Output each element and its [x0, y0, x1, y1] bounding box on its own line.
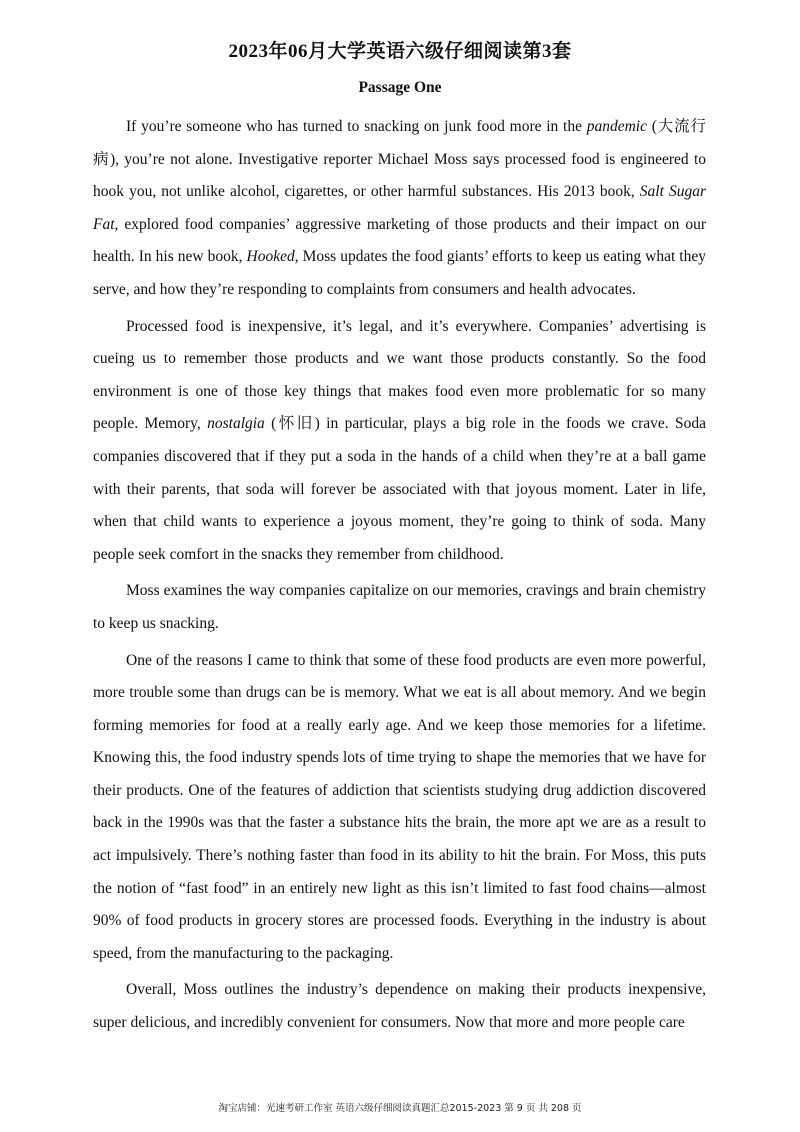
page-footer: 淘宝店铺：光速考研工作室 英语六级仔细阅读真题汇总2015-2023 第 9 页 共 208 页 — [218, 1103, 582, 1114]
book-title-hooked: Hooked — [246, 248, 295, 266]
paragraph-1: If you’re someone who has turned to snacking on junk food more in the pandemic (大流行病), you’re not alone. Investigative reporter Michael Moss says processed food is engineered to hook you, not unlike alcohol, cigarettes, or other harmful substances. His 2013 book, Salt Sugar Fat, explored food companies’ aggressive marketing of those products and their impact on our health. In his new book, Hooked, Moss updates the food giants’ efforts to keep us eating what they serve, and how they’re responding to complaints from consumers and health advocates. — [93, 118, 706, 298]
term-nostalgia: nostalgia — [207, 415, 265, 433]
paragraph-5: Overall, Moss outlines the industry’s dependence on making their products inexpensive, super delicious, and incredibly convenient for consumers. Now that more and more people care — [93, 981, 706, 1032]
passage-label: Passage One — [358, 79, 442, 96]
paragraph-3: Moss examines the way companies capitalize on our memories, cravings and brain chemistry to keep us snacking. — [93, 582, 706, 632]
paragraph-4: One of the reasons I came to think that some of these food products are even more powerful, more trouble some than drugs can be is memory. What we eat is all about memory. And we begin forming memories for food at a really early age. And we keep those memories for a lifetime. Knowing this, the food industry spends lots of time trying to shape the memories that we have for their products. One of the features of addiction that scientists studying drug addiction discovered back in the 1990s was that the faster a substance hits the brain, the more apt we are as a result to act impulsively. There’s nothing faster than food in its ability to hit the brain. For Moss, this puts the notion of “fast food” in an entirely new light as this isn’t limited to fast food chains—almost 90% of food products in grocery stores are processed foods. Everything in the industry is about speed, from the manufacturing to the packaging. — [93, 651, 706, 962]
book-title-salt-sugar-fat: Salt Sugar Fat — [93, 183, 706, 233]
page-title: 2023年06月大学英语六级仔细阅读第3套 — [228, 41, 572, 62]
paragraph-2: Processed food is inexpensive, it’s legal, and it’s everywhere. Companies’ advertising is cueing us to remember those products and we want those products constantly. So the food environment is one of those key things that makes food even more problematic for so many people. Memory, nostalgia (怀旧) in particular, plays a big role in the foods we crave. Soda companies discovered that if they put a soda in the hands of a child when they’re at a ball game with their parents, that soda will forever be associated with that joyous moment. Later in life, when that child wants to experience a joyous moment, they’re going to think of soda. Many people seek comfort in the snacks they remember from childhood. — [93, 317, 706, 563]
term-pandemic: pandemic — [586, 118, 647, 135]
passage-body — [93, 111, 706, 1044]
